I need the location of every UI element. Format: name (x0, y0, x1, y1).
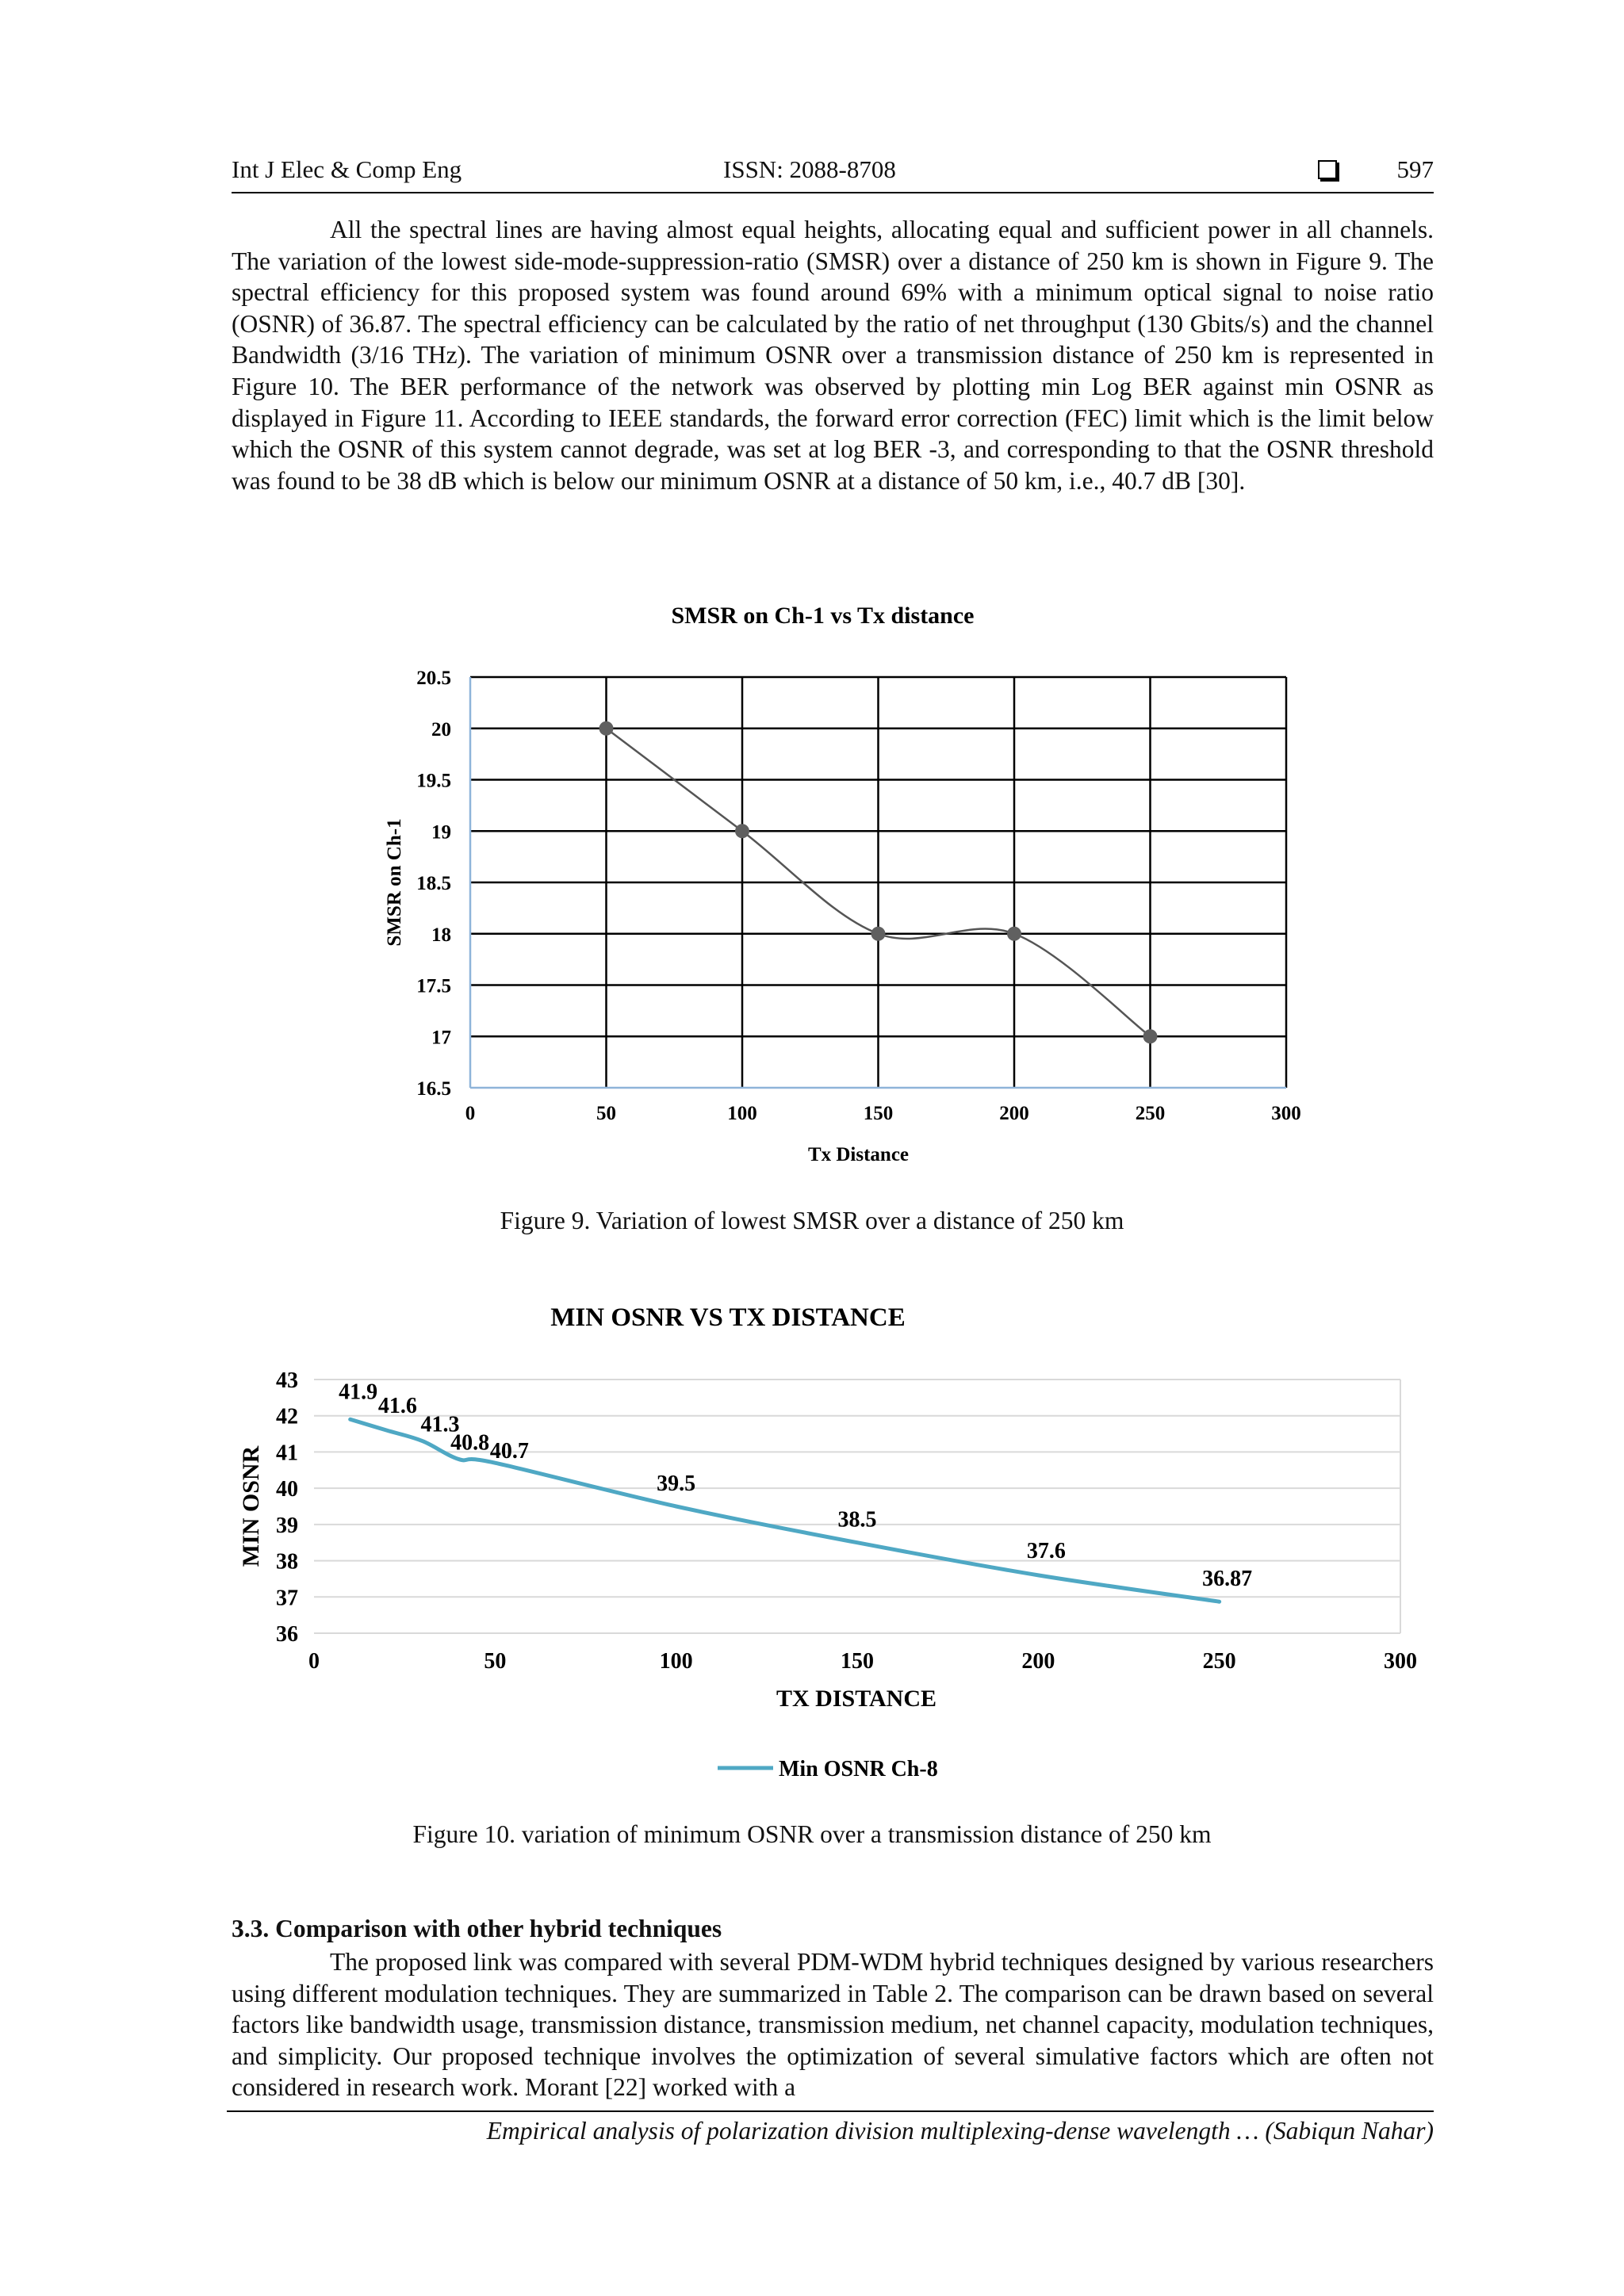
y-tick-label: 19.5 (416, 770, 451, 792)
x-tick-label: 0 (465, 1103, 476, 1124)
footer-rule (227, 2110, 1434, 2112)
x-tick-label: 250 (1202, 1649, 1236, 1674)
x-tick-label: 300 (1384, 1649, 1417, 1674)
x-axis-label: TX DISTANCE (776, 1686, 936, 1712)
data-label: 38.5 (837, 1507, 877, 1533)
data-point (1007, 927, 1021, 941)
data-point (599, 721, 614, 736)
y-tick-label: 42 (276, 1404, 298, 1429)
y-tick-label: 17.5 (416, 975, 451, 997)
x-tick-label: 50 (596, 1103, 616, 1124)
x-tick-label: 0 (308, 1649, 320, 1674)
y-tick-label: 20 (431, 718, 451, 740)
legend-label: Min OSNR Ch-8 (779, 1757, 938, 1781)
smsr-chart (0, 587, 1624, 1189)
y-tick-label: 17 (431, 1027, 451, 1049)
y-tick-label: 36 (276, 1622, 298, 1647)
y-tick-label: 16.5 (416, 1078, 451, 1100)
page-number: 597 (1396, 155, 1434, 183)
checkbox-icon (1318, 160, 1337, 179)
issn: ISSN: 2088-8708 (723, 155, 896, 183)
y-tick-label: 39 (276, 1513, 298, 1538)
data-label: 39.5 (657, 1471, 696, 1496)
body-paragraph-1 (232, 214, 1434, 496)
y-tick-label: 41 (276, 1441, 298, 1466)
page-header (232, 155, 1434, 193)
page-footer: Empirical analysis of polarization division multiplexing-dense wavelength … (Sabiqun Nahar) (486, 2117, 1434, 2145)
data-label: 41.6 (377, 1394, 417, 1418)
data-point (871, 927, 886, 941)
y-tick-label: 38 (276, 1549, 298, 1575)
y-axis-label: SMSR on Ch-1 (384, 818, 405, 947)
osnr-chart (0, 1284, 1624, 1792)
y-tick-label: 37 (276, 1586, 298, 1611)
data-label: 40.8 (450, 1430, 490, 1456)
data-label: 36.87 (1202, 1567, 1253, 1592)
data-point (1143, 1029, 1158, 1043)
y-tick-label: 43 (276, 1368, 298, 1393)
x-tick-label: 150 (863, 1103, 894, 1124)
x-tick-label: 250 (1135, 1103, 1166, 1124)
data-label: 41.9 (339, 1380, 378, 1405)
y-axis-label: MIN OSNR (238, 1445, 264, 1567)
data-label: 40.7 (489, 1439, 529, 1464)
paragraph-text: All the spectral lines are having almost equal heights, allocating equal and sufficient power in all channels. The variation of the lowest side-mode-suppression-ratio (SMSR) over a distance of 250 km is shown in Figure 9. The spectral efficiency for this proposed system was found around 69% with a minimum optical signal to noise ratio (OSNR) of 36.87. The spectral efficiency can be calculated by the ratio of net throughput (130 Gbits/s) and the channel Bandwidth (3/16 THz). The variation of minimum OSNR over a transmission distance of 250 km is represented in Figure 10. The BER performance of the network was observed by plotting min Log BER against min OSNR as displayed in Figure 11. According to IEEE standards, the forward error correction (FEC) limit which is the limit below which the OSNR of this system cannot degrade, was set at log BER -3, and corresponding to that the OSNR threshold was found to be 38 dB which is below our minimum OSNR at a distance of 50 km, i.e., 40.7 dB [30]. (232, 216, 1434, 495)
y-tick-label: 18.5 (416, 873, 451, 894)
data-label: 41.3 (420, 1412, 460, 1437)
x-tick-label: 100 (727, 1103, 757, 1124)
chart-title: MIN OSNR VS TX DISTANCE (550, 1303, 906, 1332)
data-label: 37.6 (1026, 1538, 1066, 1563)
y-tick-label: 19 (431, 821, 451, 844)
paragraph-text: The proposed link was compared with several PDM-WDM hybrid techniques designed by various researchers using different modulation techniques. They are summarized in Table 2. The comparison can be drawn based on several factors like bandwidth usage, transmission distance, transmission medium, net channel capacity, modulation techniques, and simplicity. Our proposed technique involves the optimization of several simulative factors which are often not considered in research work. Morant [22] worked with a (232, 1948, 1434, 2102)
x-tick-label: 200 (1021, 1649, 1055, 1674)
x-tick-label: 100 (659, 1649, 693, 1674)
chart-title: SMSR on Ch-1 vs Tx distance (671, 603, 975, 629)
x-tick-label: 150 (841, 1649, 874, 1674)
section-heading: 3.3. Comparison with other hybrid techniques (232, 1915, 722, 1942)
x-tick-label: 200 (999, 1103, 1029, 1124)
y-tick-label: 18 (431, 924, 451, 946)
figure10-caption: Figure 10. variation of minimum OSNR over a transmission distance of 250 km (412, 1820, 1212, 1848)
data-point (735, 824, 749, 838)
figure9-caption: Figure 9. Variation of lowest SMSR over a distance of 250 km (500, 1207, 1124, 1234)
y-tick-label: 40 (276, 1477, 298, 1502)
y-tick-label: 20.5 (416, 668, 451, 689)
x-axis-label: Tx Distance (807, 1144, 910, 1165)
x-tick-label: 50 (484, 1649, 507, 1674)
x-tick-label: 300 (1271, 1103, 1301, 1124)
journal-name: Int J Elec & Comp Eng (232, 155, 462, 183)
body-paragraph-2 (232, 1946, 1434, 2103)
